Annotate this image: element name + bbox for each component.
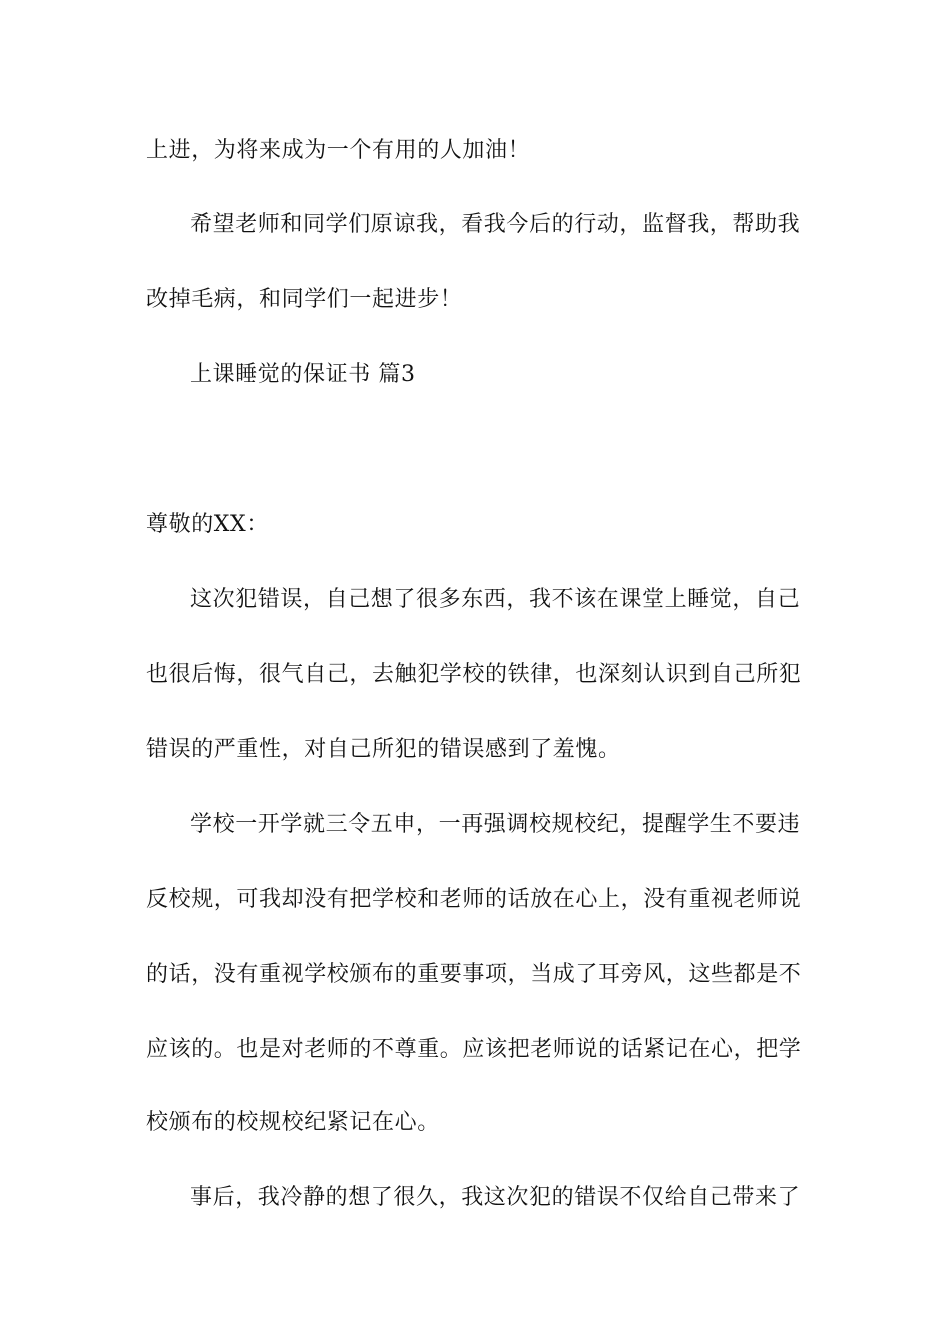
- paragraph-line: 错误的严重性，对自己所犯的错误感到了羞愧。: [146, 737, 621, 762]
- paragraph-line: 也很后悔，很气自己，去触犯学校的铁律，也深刻认识到自己所犯: [146, 662, 802, 687]
- paragraph-line: 事后，我冷静的想了很久，我这次犯的错误不仅给自己带来了: [190, 1185, 801, 1210]
- paragraph-line: 希望老师和同学们原谅我，看我今后的行动，监督我，帮助我: [190, 212, 801, 237]
- paragraph-line: 学校一开学就三令五申，一再强调校规校纪，提醒学生不要违: [190, 812, 801, 837]
- paragraph-line: 改掉毛病，和同学们一起进步！: [146, 287, 463, 312]
- paragraph-line: 上进，为将来成为一个有用的人加油！: [146, 138, 531, 163]
- salutation: 尊敬的XX：: [146, 512, 269, 537]
- section-heading: 上课睡觉的保证书 篇3: [190, 362, 416, 387]
- paragraph-line: 的话，没有重视学校颁布的重要事项，当成了耳旁风，这些都是不: [146, 962, 802, 987]
- paragraph-line: 这次犯错误，自己想了很多东西，我不该在课堂上睡觉，自己: [190, 587, 801, 612]
- paragraph-line: 应该的。也是对老师的不尊重。应该把老师说的话紧记在心，把学: [146, 1037, 802, 1062]
- paragraph-line: 校颁布的校规校纪紧记在心。: [146, 1110, 440, 1135]
- paragraph-line: 反校规，可我却没有把学校和老师的话放在心上，没有重视老师说: [146, 887, 802, 912]
